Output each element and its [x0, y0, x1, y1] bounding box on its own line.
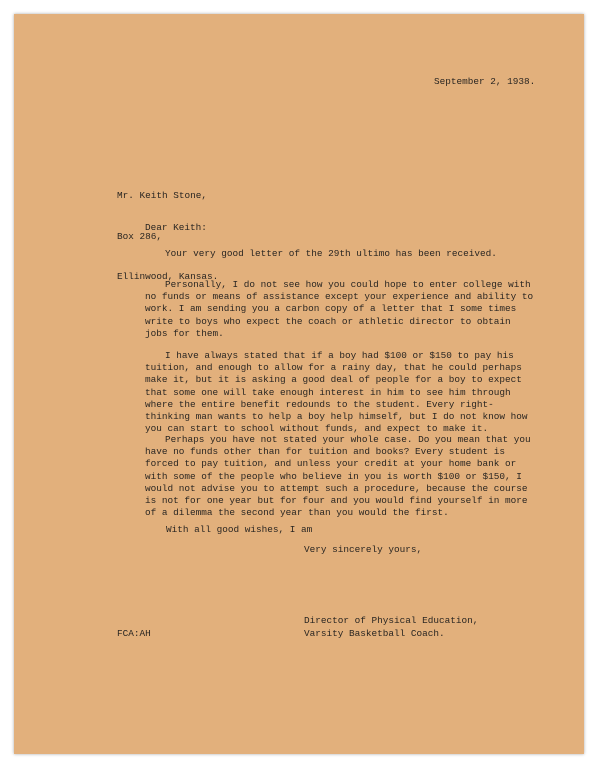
- paragraph-4: Perhaps you have not stated your whole case. Do you mean that you have no funds other than for tuition and books? Every student is forced to pay tuition, and unless your credit at your home bank or with some of the people who believe in you is worth $100 or $150, I would not advise you to attempt such a procedure, because the course is not for one year but for four and you would find yourself in more of a dilemma the second year than you would the first.: [145, 434, 531, 519]
- typist-initials: FCA:AH: [117, 628, 151, 639]
- valediction: Very sincerely yours,: [304, 544, 423, 555]
- recipient-city: Ellinwood, Kansas.: [117, 271, 219, 283]
- signature-title-1: Director of Physical Education,: [304, 615, 479, 626]
- closing-line: With all good wishes, I am: [166, 524, 313, 535]
- recipient-box: Box 286,: [117, 230, 163, 242]
- salutation: Dear Keith:: [145, 222, 207, 233]
- paragraph-1: Your very good letter of the 29th ultimo has been received.: [165, 248, 497, 259]
- paragraph-3: I have always stated that if a boy had $100 or $150 to pay his tuition, and enough to allow for a rainy day, that he could perhaps make it, but it is asking a good deal of people for a boy to expect that some one will take enough interest in him to see him through where the entire benefit redounds to the student. Every right-thinking man wants to help a boy help himself, but I do not know how you can start to school without funds, and expect to make it.: [145, 350, 528, 435]
- paragraph-2: Personally, I do not see how you could hope to enter college with no funds or means of assistance except your experience and ability to work. I am sending you a carbon copy of a letter that I some times write to boys who expect the coach or athletic director to obtain jobs for them.: [145, 279, 534, 339]
- recipient-name: Mr. Keith Stone,: [117, 190, 208, 202]
- letter-page: [14, 14, 584, 754]
- signature-title-2: Varsity Basketball Coach.: [304, 628, 445, 639]
- letter-date: September 2, 1938.: [434, 76, 536, 87]
